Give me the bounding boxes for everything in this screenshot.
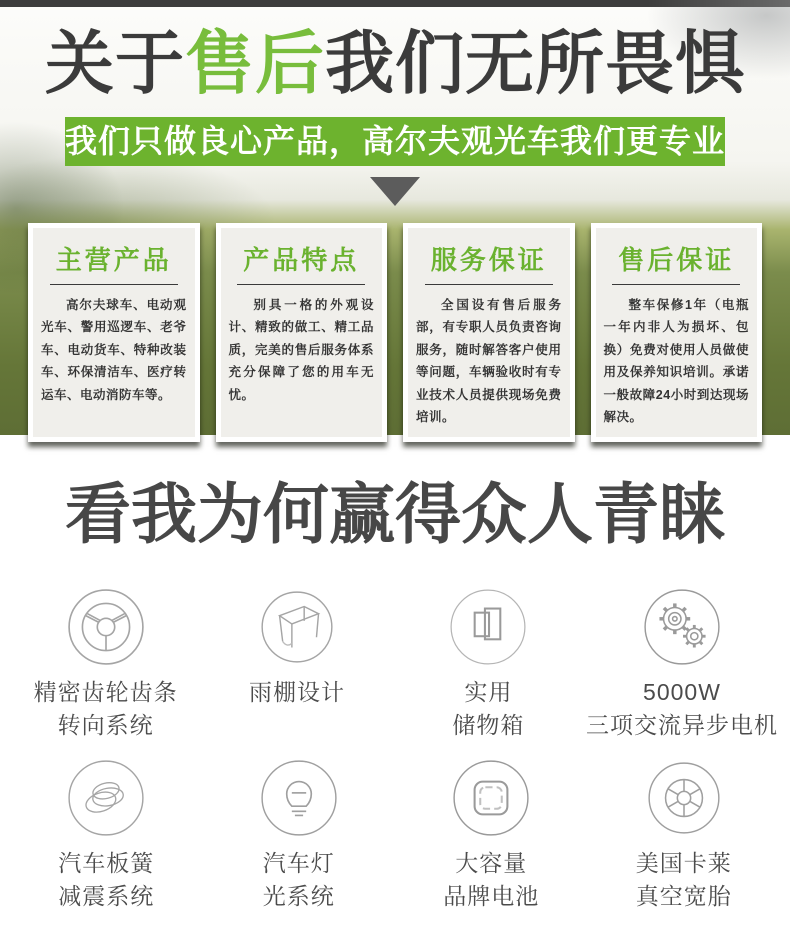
card-body: 别具一格的外观设计、精致的做工、精工品质，完美的售后服务体系充分保障了您的用车无忧。 (228, 297, 374, 402)
bulb-icon (258, 757, 340, 839)
wheel-icon (643, 757, 725, 839)
card-body: 整车保修1年（电瓶一年内非人为损坏、包换）免费对使用人员做使用及保养知识培训。承诺一般故障24小时到达现场解决。 (603, 297, 749, 425)
feature-leaf-spring (10, 749, 203, 920)
gears-icon (641, 586, 723, 668)
page-title (0, 25, 790, 104)
battery-icon (450, 757, 532, 839)
card-aftersales-guarantee (591, 223, 763, 442)
card-title-underline (237, 284, 365, 285)
page-title-highlight: 售后 (185, 25, 325, 102)
feature-label: 实用 储物箱 (452, 679, 525, 739)
feature-motor-5000w (584, 578, 780, 749)
hero-section (0, 7, 790, 435)
storage-box-icon (447, 586, 529, 668)
feature-grid (0, 578, 790, 939)
feature-label: 大容量 品牌电池 (443, 849, 540, 910)
page-title-part1: 关于 (45, 25, 185, 102)
steering-wheel-icon (65, 586, 147, 668)
slogan-banner: 我们只做良心产品，高尔夫观光车我们更专业 (65, 117, 725, 166)
canopy-icon (256, 586, 338, 668)
top-divider-strip (0, 0, 790, 7)
arrow-down-icon (370, 177, 420, 206)
spring-icon (65, 757, 147, 839)
feature-label: 汽车板簧 减震系统 (58, 849, 155, 910)
card-title: 产品特点 (243, 244, 360, 275)
card-body: 高尔夫球车、电动观光车、警用巡逻车、老爷车、电动货车、特种改装车、环保清洁车、医疗转运车、电动消防车等。 (41, 297, 187, 402)
page-title-part2: 我们无所畏惧 (325, 25, 745, 102)
card-title: 服务保证 (430, 244, 547, 275)
info-cards (0, 223, 790, 442)
card-main-products (28, 223, 200, 442)
feature-storage-box (393, 578, 584, 749)
feature-canopy-design (201, 578, 392, 749)
card-product-features (216, 223, 388, 442)
feature-label: 5000W 三项交流异步电机 (585, 679, 778, 739)
card-title-underline (425, 284, 553, 285)
feature-vacuum-tire (588, 749, 781, 920)
feature-label: 汽车灯 光系统 (262, 849, 335, 910)
section-title: 看我为何赢得众人青睐 (65, 477, 725, 551)
feature-lighting-system (203, 749, 396, 920)
feature-steering-system (10, 578, 201, 749)
feature-row-1 (10, 578, 780, 749)
feature-battery (395, 749, 588, 920)
feature-label: 美国卡莱 真空宽胎 (635, 849, 732, 910)
card-service-guarantee (403, 223, 575, 442)
feature-label: 雨棚设计 (248, 679, 345, 705)
card-title: 售后保证 (618, 244, 735, 275)
card-title-underline (612, 284, 740, 285)
feature-row-2 (10, 749, 780, 920)
card-title: 主营产品 (55, 244, 172, 275)
feature-label: 精密齿轮齿条 转向系统 (33, 679, 178, 739)
card-title-underline (50, 284, 178, 285)
card-body: 全国设有售后服务部，有专职人员负责咨询服务，随时解答客户使用等问题，车辆验收时有专业技术人员提供现场免费培训。 (416, 297, 562, 425)
